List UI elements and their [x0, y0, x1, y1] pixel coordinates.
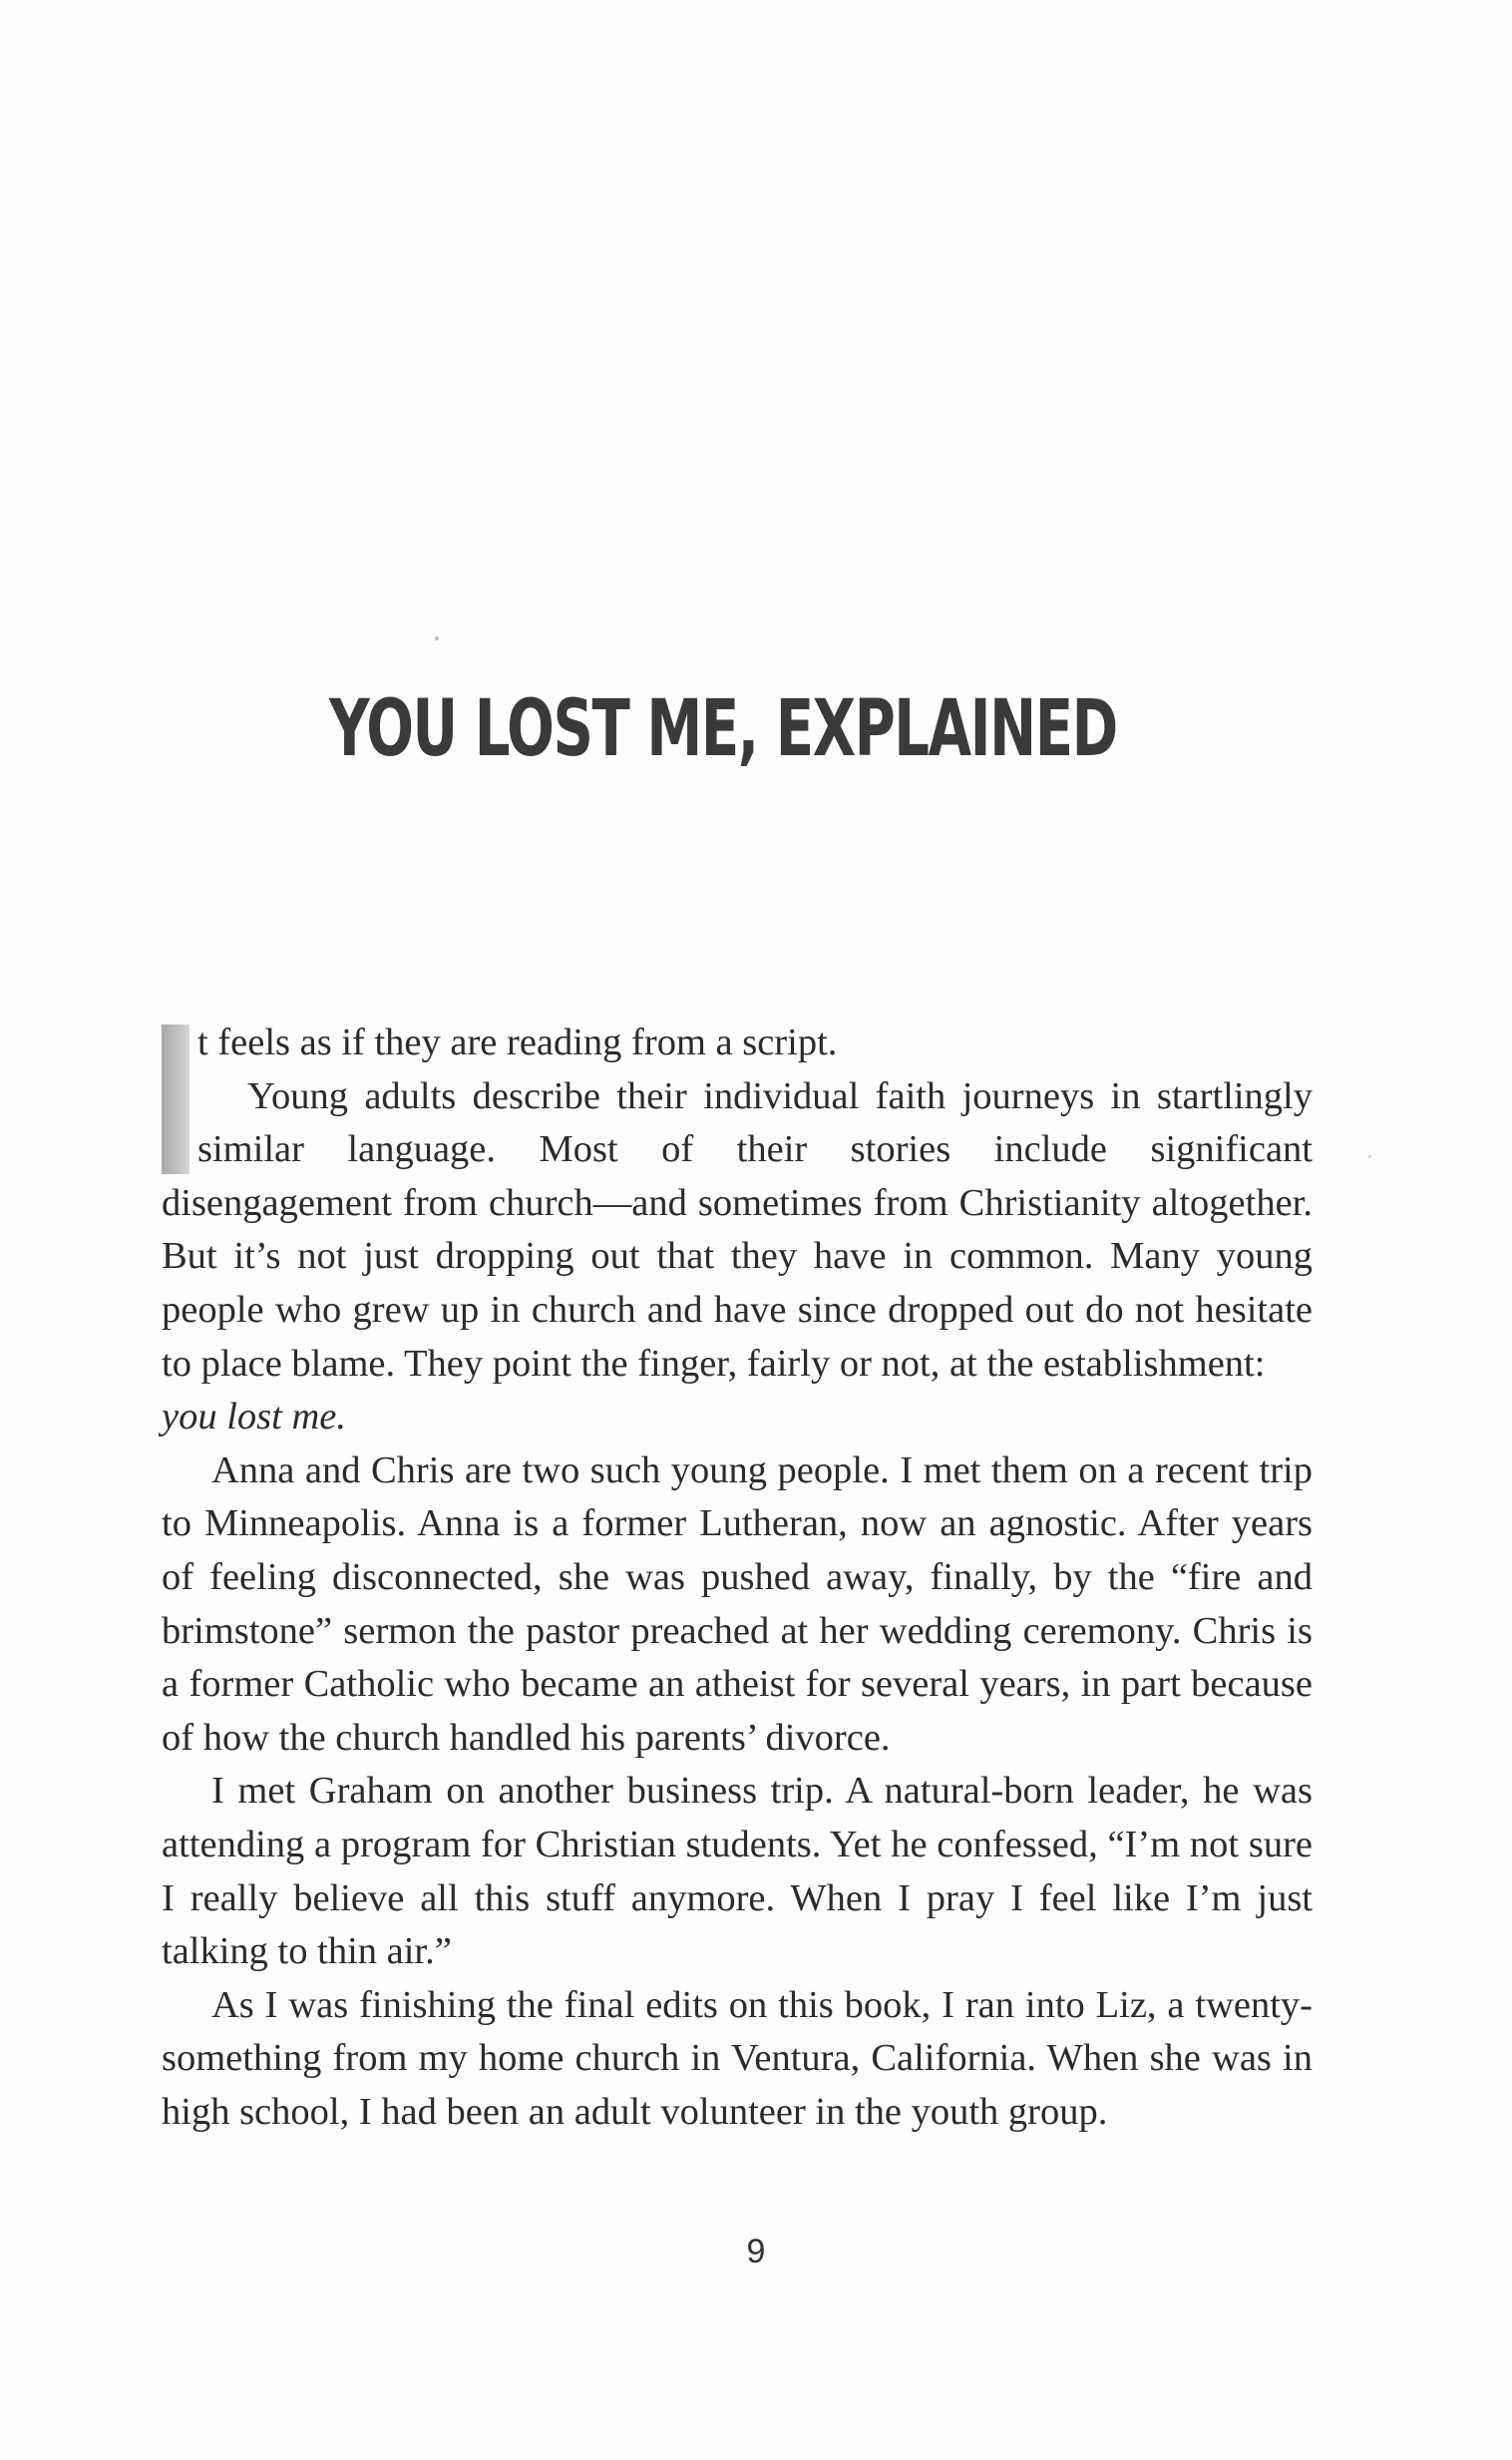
print-speck: [1368, 1155, 1371, 1158]
italic-phrase: you lost me.: [162, 1396, 346, 1438]
paragraph-5: As I was finishing the final edits on this book, I ran into Liz, a twenty-something from my home church in Ventura, California. When she was in high school, I had been an adult volunteer in the youth group.: [162, 1983, 1313, 2133]
chapter-body: [162, 1017, 1313, 2139]
paragraph-1: [162, 1017, 1313, 1070]
paragraph-1-text: t feels as if they are reading from a script.: [197, 1022, 838, 1063]
drop-cap-letter: [197, 1017, 198, 1018]
drop-cap: [162, 1025, 189, 1174]
print-speck: [435, 636, 439, 640]
chapter-title: YOU LOST ME, EXPLAINED: [329, 684, 1117, 774]
paragraph-3: Anna and Chris are two such young people. I met them on a recent trip to Minneapolis. Anna is a former Lutheran, now an agnostic. After years of feeling disconnected, she was pushed away, finally, by the “fire and brimstone” sermon the pastor preached at her wedding ceremony. Chris is a former Catholic who became an atheist for several years, in part because of how the church handled his parents’ divorce.: [162, 1448, 1313, 1759]
paragraph-2-text: Young adults describe their individual faith journeys in startlingly similar language. Most of their stories include significant disengagement from church—and sometimes from Christianity altogether. But it’s not just dropping out that they have in common. Many young people who grew up in church and have since dropped out do not hesitate to place blame. They point the finger, fairly or not, at the establishment:: [162, 1074, 1313, 1385]
paragraph-2: [162, 1070, 1313, 1444]
page-number: 9: [746, 2233, 766, 2270]
paragraph-4: I met Graham on another business trip. A natural-born leader, he was attending a program for Christian students. Yet he confessed, “I’m not sure I really believe all this stuff anymore. When I pray I feel like I’m just talking to thin air.”: [162, 1770, 1313, 1973]
